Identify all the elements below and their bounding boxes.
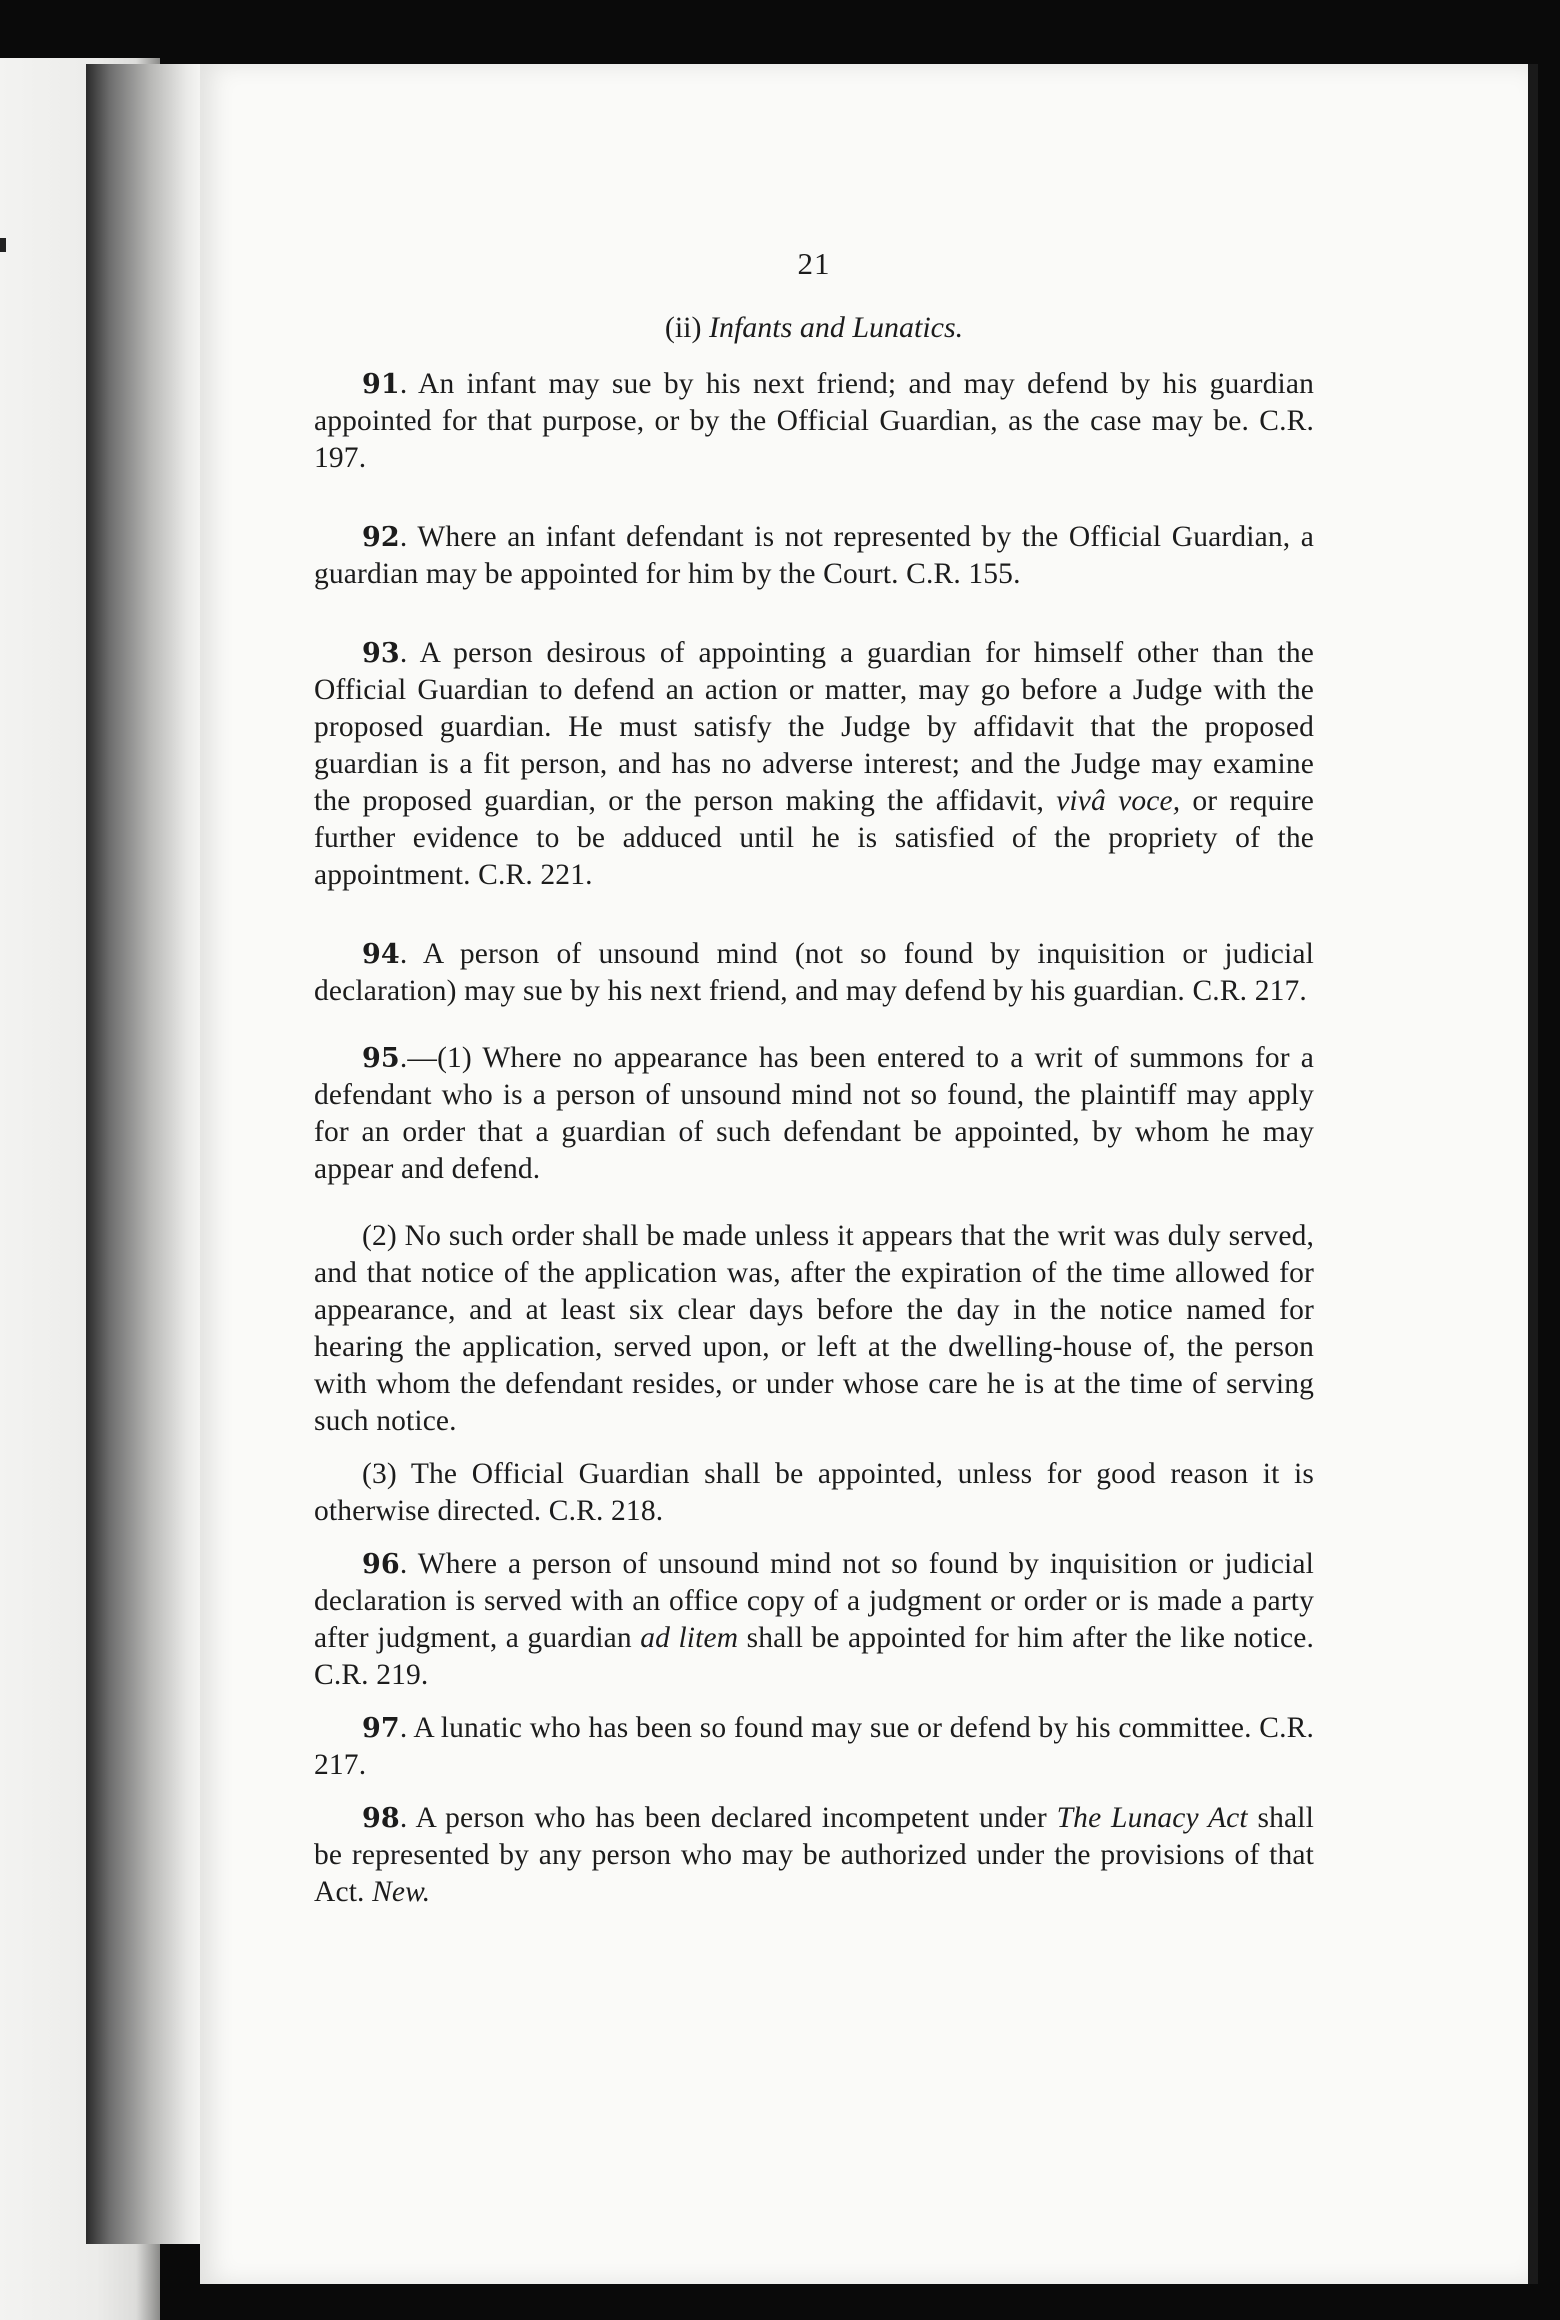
rule-text: A person desirous of appointing a guardian for himself other than the Official Guardian to defend an action or matter, may go before a Judge with the proposed guardian. He must satisfy the Judge by affidavit that the proposed guardian is a fit person, and has no adverse interest; and the Judge may examine the proposed guardian, or the person making the affidavit,	[314, 637, 1314, 817]
page-right-edge	[1528, 64, 1538, 2284]
rule-number: 98	[362, 1803, 400, 1834]
rule-text-italic: vivâ voce,	[1056, 785, 1181, 817]
rule-text: A lunatic who has been so found may sue or defend by his committee. C.R. 217.	[314, 1712, 1314, 1781]
rule-text: A person of unsound mind (not so found by inquisition or judicial declaration) may sue by his next friend, and may defend by his guardian. C.R. 217.	[314, 938, 1314, 1007]
rule-94	[314, 936, 1314, 1010]
page-number: 21	[797, 246, 831, 281]
rule-number: 94	[362, 939, 400, 970]
rule-separator: .	[399, 521, 418, 553]
book-gutter-shadow	[86, 64, 204, 2244]
rule-source-note: New.	[372, 1876, 431, 1908]
rule-number: 92	[362, 522, 400, 553]
rule-number: 93	[362, 638, 400, 669]
rule-91	[314, 366, 1314, 477]
book-page	[200, 64, 1528, 2284]
rule-97	[314, 1710, 1314, 1784]
rule-text: Where an infant defendant is not represented by the Official Guardian, a guardian may be appointed for him by the Court. C.R. 155.	[314, 521, 1314, 590]
rule-92	[314, 519, 1314, 593]
rule-separator: .	[399, 1712, 414, 1744]
section-heading: Infants and Lunatics.	[708, 311, 964, 344]
rule-text-italic: The Lunacy Act	[1056, 1802, 1248, 1834]
rule-separator: .	[399, 637, 420, 669]
section-title	[314, 308, 1314, 348]
rule-text-continued: shall be represented by any person who may be authorized under the provisions of that Act.	[314, 1802, 1314, 1908]
rule-number: 96	[362, 1549, 400, 1580]
rule-separator: .—	[399, 1042, 438, 1074]
rule-separator: .	[399, 1802, 416, 1834]
rule-text: (3) The Official Guardian shall be appointed, unless for good reason it is otherwise directed. C.R. 218.	[314, 1458, 1314, 1527]
rule-separator: .	[399, 938, 423, 970]
page-text	[314, 172, 1314, 1911]
rule-95-3	[314, 1456, 1314, 1530]
rule-text: A person who has been declared incompetent under	[415, 1802, 1057, 1834]
section-prefix: (ii)	[664, 311, 702, 344]
facing-page-mark	[0, 238, 6, 252]
rule-95-2	[314, 1218, 1314, 1440]
rule-separator: .	[399, 1548, 418, 1580]
rule-96	[314, 1546, 1314, 1694]
rule-text: (1) Where no appearance has been entered to a writ of summons for a defendant who is a person of unsound mind not so found, the plaintiff may apply for an order that a guardian of such defendant be appointed, by whom he may appear and defend.	[314, 1042, 1314, 1185]
rule-95-1	[314, 1040, 1314, 1188]
rule-98	[314, 1800, 1314, 1911]
rule-separator: .	[399, 368, 418, 400]
rule-text: An infant may sue by his next friend; and may defend by his guardian appointed for that purpose, or by the Official Guardian, as the case may be. C.R. 197.	[314, 368, 1314, 474]
rule-number: 95	[362, 1043, 400, 1074]
rule-text-italic: ad litem	[640, 1622, 739, 1654]
rule-93	[314, 635, 1314, 894]
rule-number: 97	[362, 1713, 400, 1744]
rule-text: (2) No such order shall be made unless it appears that the writ was duly served, and that notice of the application was, after the expiration of the time allowed for appearance, and at least six clear days before the day in the notice named for hearing the application, served upon, or left at the dwelling-house of, the person with whom the defendant resides, or under whose care he is at the time of serving such notice.	[314, 1220, 1314, 1437]
rule-number: 91	[362, 369, 400, 400]
rule-text-continued: or require further evidence to be adduced until he is satisfied of the propriety of the appointment. C.R. 221.	[314, 785, 1314, 891]
rule-text: Where a person of unsound mind not so found by inquisition or judicial declaration is served with an office copy of a judgment or order or is made a party after judgment, a guardian	[314, 1548, 1314, 1654]
rule-text-continued: shall be appointed for him after the like notice. C.R. 219.	[314, 1622, 1315, 1691]
